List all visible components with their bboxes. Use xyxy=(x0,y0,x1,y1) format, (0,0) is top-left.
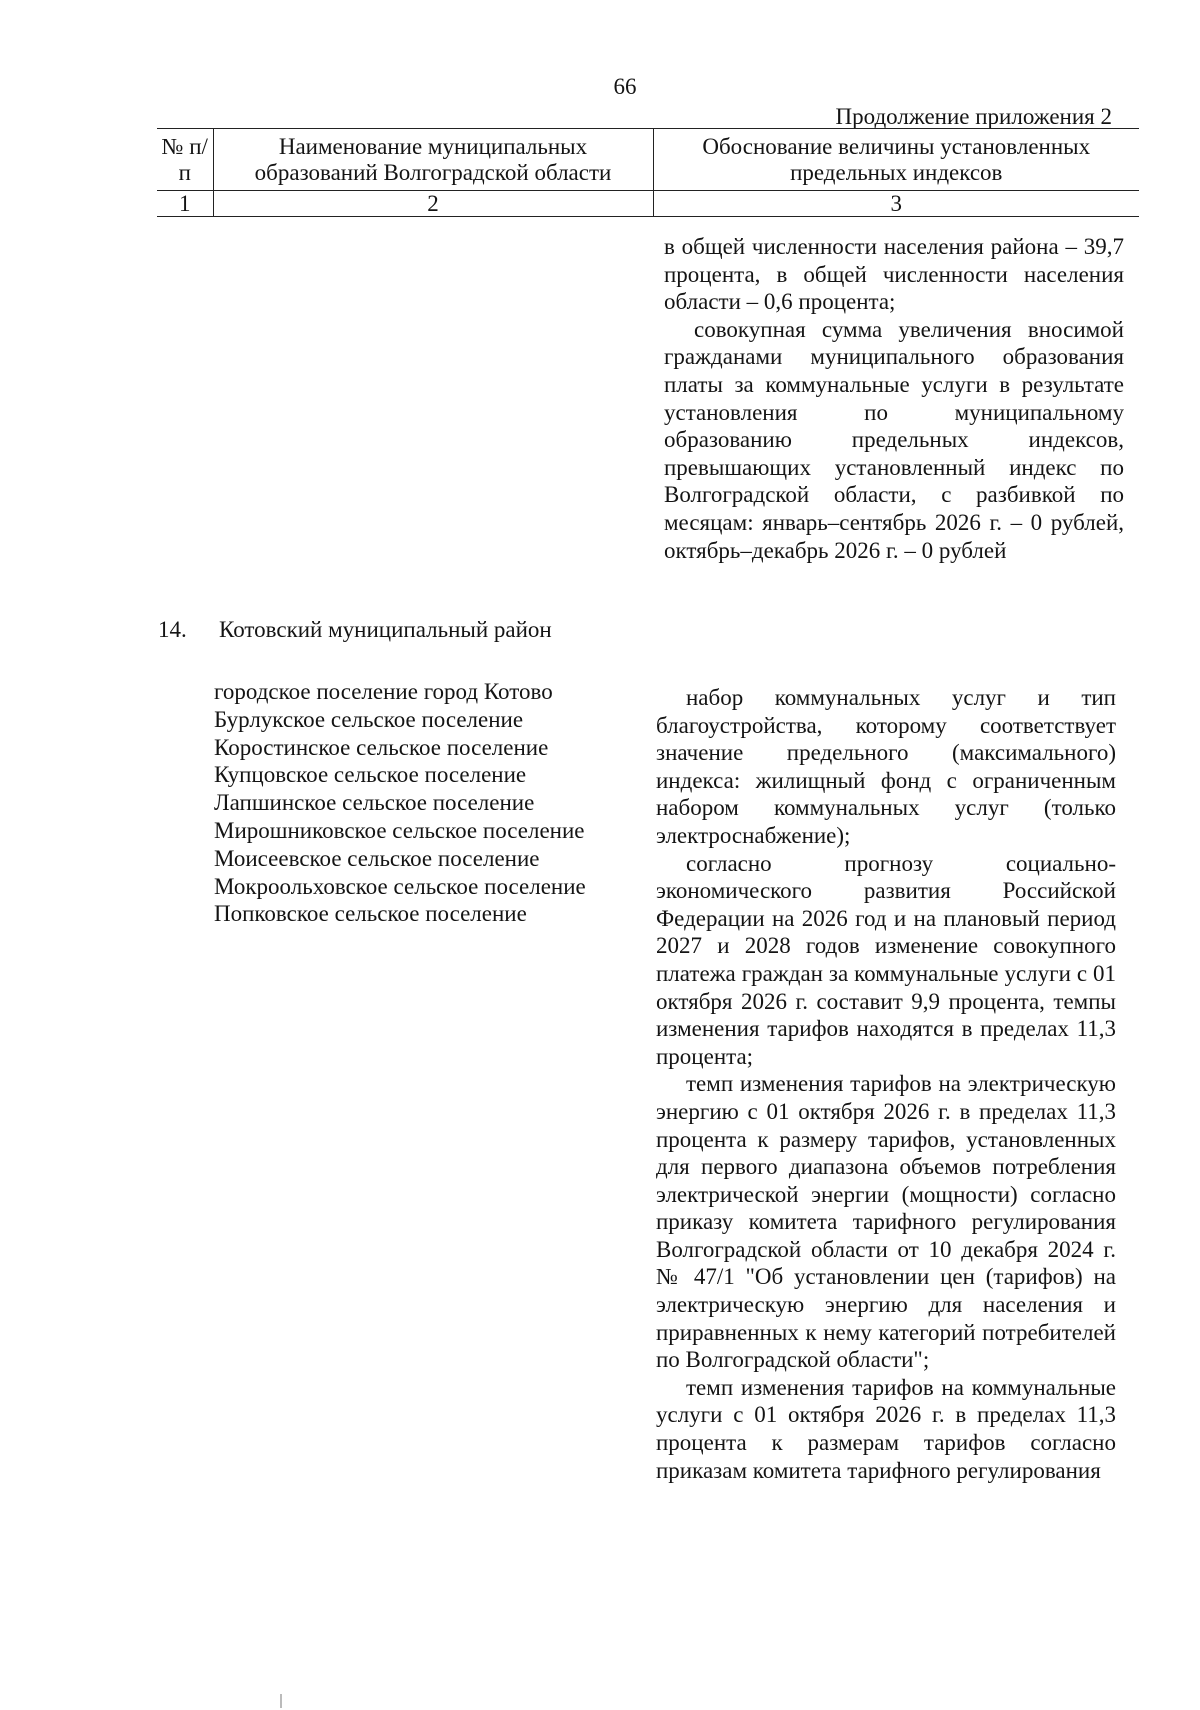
list-item: Мирошниковское сельское поселение xyxy=(214,817,585,843)
justification-paragraph: набор коммунальных услуг и тип благоустройства, которому соответствует значение предельного (максимального) индекса: жилищный фонд с ограниченным набором коммунальных услуг (только электроснабжение); xyxy=(656,685,1116,848)
district-title: Котовский муниципальный район xyxy=(219,617,552,642)
row-number: 14. xyxy=(158,617,187,642)
header-municipality-column: Наименование муниципальных образований Волгоградской области xyxy=(213,129,653,191)
scan-artifact xyxy=(280,1694,282,1708)
justification-paragraph: темп изменения тарифов на электрическую энергию с 01 октября 2026 г. в пределах 11,3 процента к размеру тарифов, установленных для первого диапазона объемов потребления электрической энергии (мощности) согласно приказу комитета тарифного регулирования Волгоградской области от 10 декабря 2024 г. № 47/1 "Об установлении цен (тарифов) на электрическую энергию для населения и приравненных к нему категорий потребителей по Волгоградской области"; xyxy=(656,1071,1116,1373)
district-justification xyxy=(656,684,1116,1484)
column-index-3: 3 xyxy=(653,191,1139,217)
list-item: Купцовское сельское поселение xyxy=(214,762,527,788)
list-item: Попковское сельское поселение xyxy=(214,901,527,927)
continued-justification xyxy=(664,233,1124,564)
justification-paragraph: согласно прогнозу социально-экономического развития Российской Федерации на 2026 год и на плановый период 2027 и 2028 годов изменение совокупного платежа граждан за коммунальные услуги с 01 октября 2026 г. составит 9,9 процента, темпы изменения тарифов находятся в пределах 11,3 процента; xyxy=(656,850,1116,1069)
list-item: Бурлукское сельское поселение xyxy=(214,706,524,732)
column-index-2: 2 xyxy=(213,191,653,217)
list-item: Лапшинское сельское поселение xyxy=(214,790,535,816)
justification-paragraph: темп изменения тарифов на коммунальные услуги с 01 октября 2026 г. в пределах 11,3 процента к размерам тарифов согласно приказам комитета тарифного регулирования xyxy=(656,1374,1116,1483)
settlement-list xyxy=(214,678,586,928)
justification-paragraph: совокупная сумма увеличения вносимой гражданами муниципального образования платы за коммунальные услуги в результате установления по муниципальному образованию предельных индексов, превышающих установленный индекс по Волгоградской области, с разбивкой по месяцам: январь–сентябрь 2026 г. – 0 рублей, октябрь–декабрь 2026 г. – 0 рублей xyxy=(664,316,1124,563)
header-justification-column: Обоснование величины установленных предельных индексов xyxy=(653,129,1139,191)
header-number-column: № п/п xyxy=(157,129,213,191)
column-index-1: 1 xyxy=(157,191,213,217)
table-header xyxy=(157,128,1139,217)
appendix-continuation-note: Продолжение приложения 2 xyxy=(835,104,1112,129)
justification-paragraph: в общей численности населения района – 39,7 процента, в общей численности населения области – 0,6 процента; xyxy=(664,234,1124,315)
list-item: Коростинское сельское поселение xyxy=(214,734,549,760)
list-item: Моисеевское сельское поселение xyxy=(214,845,540,871)
list-item: городское поселение город Котово xyxy=(214,679,553,704)
page-number: 66 xyxy=(613,74,637,99)
list-item: Мокроольховское сельское поселение xyxy=(214,873,586,899)
